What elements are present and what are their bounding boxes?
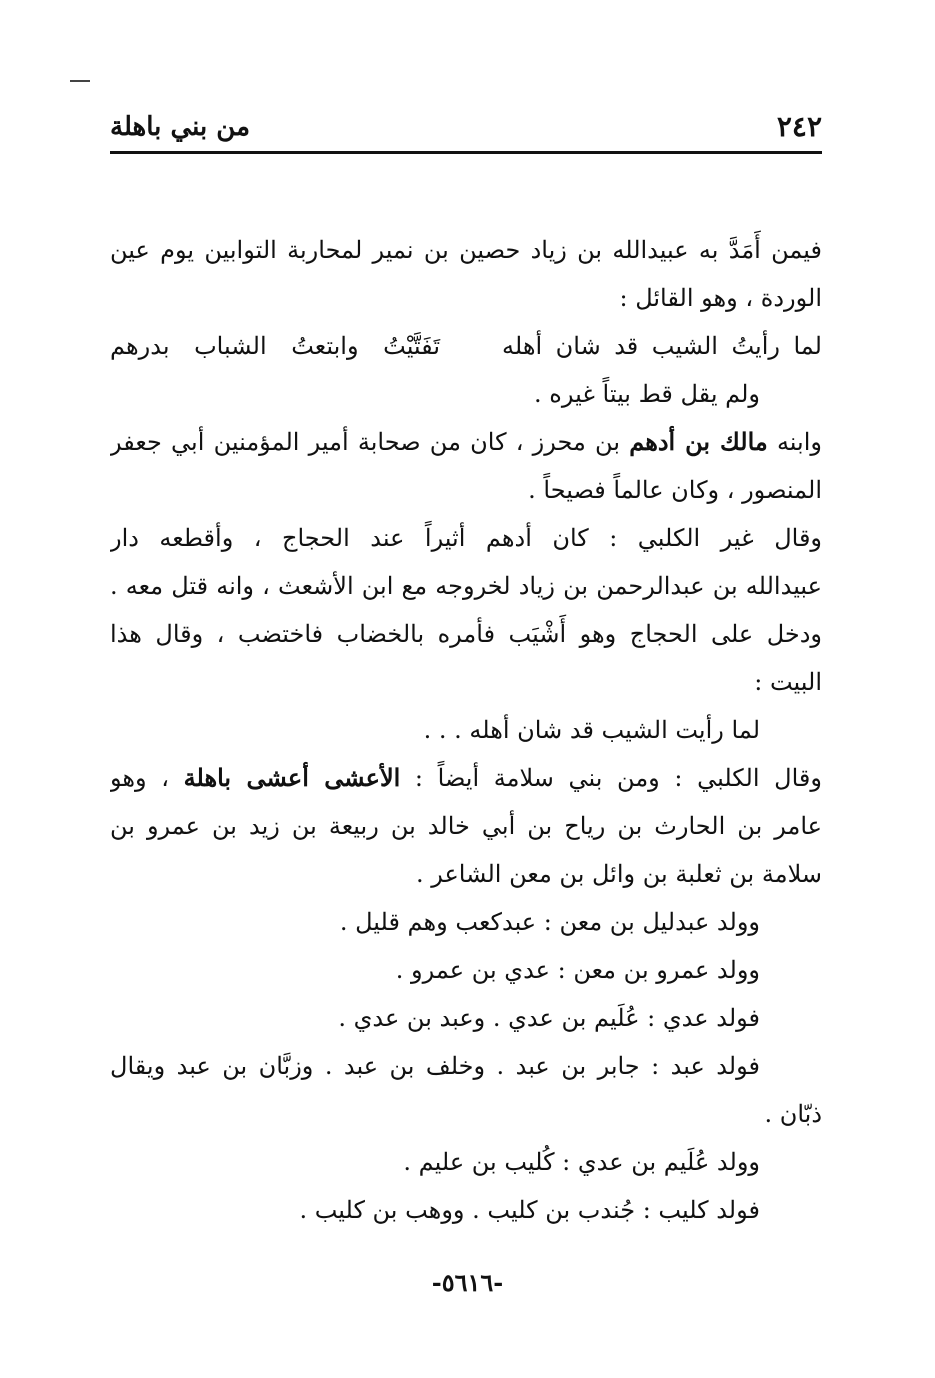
text-line: وقال غير الكلبي : كان أدهم أثيراً عند الحجاج ، وأقطعه دار <box>110 524 822 552</box>
text-line: عامر بن الحارث بن رياح بن أبي خالد بن ربيعة بن زيد بن عمرو بن <box>110 812 822 840</box>
genealogy-line: فولد عبد : جابر بن عبد . وخلف بن عبد . وزبَّان بن عبد ويقال <box>110 1052 760 1080</box>
text-run: بن محرز ، كان من صحابة أمير المؤمنين أبي جعفر <box>110 428 630 456</box>
genealogy-line: وولد عُلَيم بن عدي : كُليب بن عليم . <box>403 1148 760 1176</box>
text-line: ولم يقل قط بيتاً غيره . <box>534 380 760 408</box>
genealogy-line: ذبّان . <box>764 1100 822 1128</box>
text-run: ، وهو <box>110 764 184 792</box>
text-line: ودخل على الحجاج وهو أَشْيَب فأمره بالخضاب فاختضب ، وقال هذا <box>110 620 822 648</box>
text-run: وابنه <box>767 428 822 456</box>
genealogy-line: فولد عدي : عُلَيم بن عدي . وعبد بن عدي . <box>338 1004 760 1032</box>
running-title: من بني باهلة <box>110 112 250 142</box>
verse-line <box>110 322 822 370</box>
text-line: المنصور ، وكان عالماً فصيحاً . <box>528 476 822 504</box>
text-line: الوردة ، وهو القائل : <box>619 284 822 312</box>
page-number: ٢٤٢ <box>776 110 822 143</box>
text-line <box>110 754 822 802</box>
person-name: الأعشى أعشى باهلة <box>183 763 401 792</box>
text-line <box>110 418 822 466</box>
body-text <box>110 226 822 1234</box>
text-run: وقال الكلبي : ومن بني سلامة أيضاً : <box>400 764 822 792</box>
verse-hemistich-second: تَفَتَّيْتُ وابتعتُ الشباب بدرهم <box>110 332 440 360</box>
margin-tick-mark <box>70 80 90 82</box>
genealogy-line: فولد كليب : جُندب بن كليب . ووهب بن كليب . <box>299 1196 760 1224</box>
text-line: سلامة بن ثعلبة بن وائل بن معن الشاعر . <box>415 860 822 888</box>
genealogy-line: وولد عمرو بن معن : عدي بن عمرو . <box>395 956 760 984</box>
text-line: البيت : <box>754 668 822 696</box>
genealogy-line: وولد عبدليل بن معن : عبدكعب وهم قليل . <box>339 908 760 936</box>
verse-line: لما رأيت الشيب قد شان أهله . . . <box>423 716 760 744</box>
header-rule <box>110 151 822 154</box>
text-line: فيمن أَمَدَّ به عبيدالله بن زياد حصين بن نمير لمحاربة التوابين يوم عين <box>110 236 822 264</box>
verse-hemistich-first: لما رأيتُ الشيب قد شان أهله <box>502 332 822 360</box>
page-footer-code: -٥٦١٦- <box>431 1268 504 1297</box>
person-name: مالك بن أدهم <box>629 427 768 456</box>
page-header <box>110 110 822 150</box>
text-line: عبيدالله بن عبدالرحمن بن زياد لخروجه مع ابن الأشعث ، وانه قتل معه . <box>110 572 822 600</box>
